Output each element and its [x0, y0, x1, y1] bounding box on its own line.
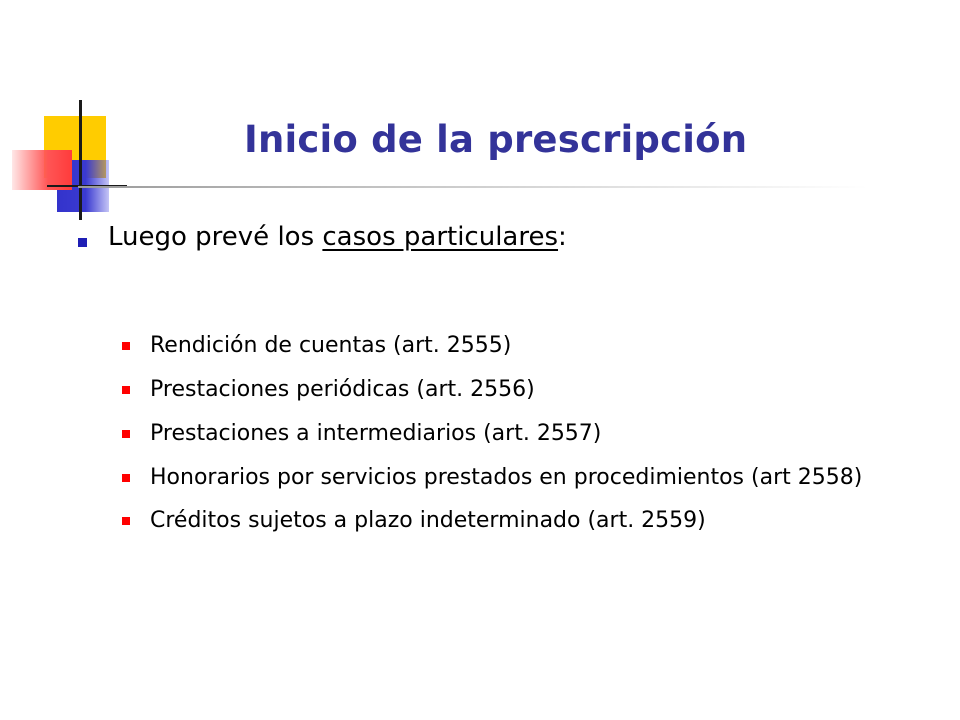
title-underline-rule: [78, 186, 868, 188]
square-bullet-icon: [122, 517, 130, 525]
list-item: [122, 505, 922, 536]
main-bullet-underlined: casos particulares: [322, 222, 559, 252]
logo-red-square: [12, 150, 72, 190]
list-item-text: Prestaciones a intermediarios (art. 2557): [150, 421, 602, 446]
list-item-text: Prestaciones periódicas (art. 2556): [150, 377, 535, 402]
main-bullet-suffix: :: [558, 222, 567, 252]
list-item: [122, 418, 922, 449]
slide-title: Inicio de la prescripción: [244, 118, 748, 161]
list-item: [122, 462, 922, 493]
list-item-text: Honorarios por servicios prestados en procedimientos (art 2558): [150, 465, 863, 490]
list-item-text: Rendición de cuentas (art. 2555): [150, 333, 512, 358]
logo-vertical-line: [79, 100, 82, 220]
square-bullet-icon: [122, 430, 130, 438]
square-bullet-icon: [122, 342, 130, 350]
slide-logo-decoration: [0, 0, 140, 230]
sub-bullet-list: [122, 330, 922, 536]
main-bullet-prefix: Luego prevé los: [108, 222, 323, 252]
square-bullet-icon: [78, 238, 87, 247]
list-item: [122, 374, 922, 405]
list-item-text: Créditos sujetos a plazo indeterminado (art. 2559): [150, 508, 706, 533]
main-bullet-text: [108, 222, 567, 252]
square-bullet-icon: [122, 386, 130, 394]
list-item: [122, 330, 922, 361]
square-bullet-icon: [122, 474, 130, 482]
